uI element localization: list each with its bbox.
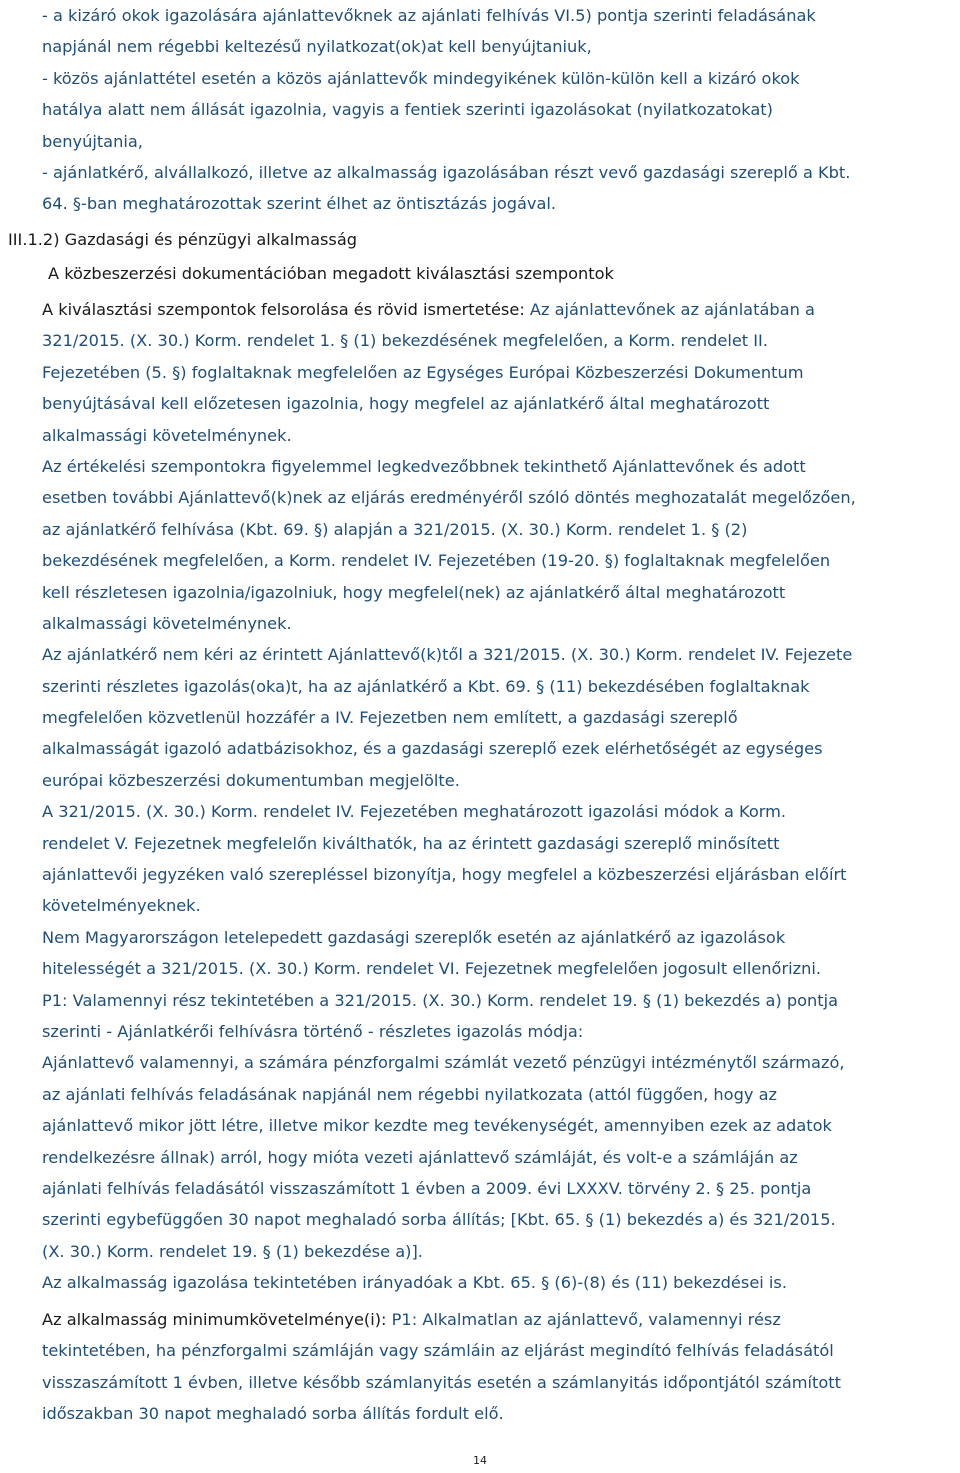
text-line: benyújtásával kell előzetesen igazolnia, hogy megfelel az ajánlatkérő által meghatározott bbox=[42, 394, 770, 414]
text-line: rendelet V. Fejezetnek megfelelőn kiválthatók, ha az érintett gazdasági szereplő minősített bbox=[42, 833, 780, 853]
text-line: benyújtania, bbox=[42, 131, 143, 151]
text-line: (X. 30.) Korm. rendelet 19. § (1) bekezdése a)]. bbox=[42, 1241, 423, 1261]
text-line: - ajánlatkérő, alvállalkozó, illetve az alkalmasság igazolásában részt vevő gazdasági szereplő a Kbt. bbox=[42, 162, 851, 182]
text-line: ajánlattevő mikor jött létre, illetve mikor kezdte meg tevékenységét, amennyiben ezek az adatok bbox=[42, 1116, 832, 1136]
min-intro-line bbox=[42, 1304, 947, 1335]
text-line: európai közbeszerzési dokumentumban megjelölte. bbox=[42, 770, 460, 790]
text-line: Nem Magyarországon letelepedett gazdasági szereplők esetén az ajánlatkérő az igazolások bbox=[42, 927, 786, 947]
criteria-body bbox=[42, 325, 947, 1298]
text-line: 321/2015. (X. 30.) Korm. rendelet 1. § (1) bekezdésének megfelelően, a Korm. rendelet II. bbox=[42, 331, 768, 351]
section-heading: III.1.2) Gazdasági és pénzügyi alkalmasság bbox=[8, 230, 358, 249]
min-requirements-text: P1: Alkalmatlan az ajánlattevő, valamennyi rész bbox=[386, 1310, 781, 1329]
text-line: alkalmasságát igazoló adatbázisokhoz, és a gazdasági szereplő ezek elérhetőségét az egységes bbox=[42, 739, 823, 759]
min-requirements-label: Az alkalmasság minimumkövetelménye(i): bbox=[42, 1310, 387, 1329]
text-line: bekezdésének megfelelően, a Korm. rendelet IV. Fejezetében (19-20. §) foglaltaknak megfelelően bbox=[42, 551, 831, 571]
text-line: időszakban 30 napot meghaladó sorba állítás fordult elő. bbox=[42, 1404, 504, 1424]
criteria-label: A kiválasztási szempontok felsorolása és rövid ismertetése: bbox=[42, 300, 525, 319]
text-line: ajánlattevői jegyzéken való szerepléssel bizonyítja, hogy megfelel a közbeszerzési eljárásban előírt bbox=[42, 865, 847, 885]
text-line: alkalmassági követelménynek. bbox=[42, 425, 292, 445]
text-line: Ajánlattevő valamennyi, a számára pénzforgalmi számlát vezető pénzügyi intézménytől származó, bbox=[42, 1053, 845, 1073]
text-line: követelményeknek. bbox=[42, 896, 201, 916]
text-line: P1: Valamennyi rész tekintetében a 321/2015. (X. 30.) Korm. rendelet 19. § (1) bekezdés a) pontja bbox=[42, 990, 839, 1010]
text-line: A 321/2015. (X. 30.) Korm. rendelet IV. Fejezetében meghatározott igazolási módok a Korm. bbox=[42, 802, 787, 822]
text-line: visszaszámított 1 évben, illetve később számlanyitás esetén a számlanyitás időpontjától számított bbox=[42, 1372, 842, 1392]
text-line: szerinti - Ajánlatkérői felhívásra történő - részletes igazolás módja: bbox=[42, 1021, 584, 1041]
minimum-requirements-text bbox=[42, 1304, 947, 1430]
page-number: 14 bbox=[473, 1454, 487, 1467]
text-line: Az alkalmasság igazolása tekintetében irányadóak a Kbt. 65. § (6)-(8) és (11) bekezdései is. bbox=[42, 1273, 787, 1293]
criteria-text: Az ajánlattevőnek az ajánlatában a bbox=[524, 300, 815, 319]
subheading: A közbeszerzési dokumentációban megadott kiválasztási szempontok bbox=[48, 264, 614, 283]
text-line: megfelelően közvetlenül hozzáfér a IV. Fejezetben nem említett, a gazdasági szereplő bbox=[42, 708, 738, 728]
text-line: - a kizáró okok igazolására ajánlattevőknek az ajánlati felhívás VI.5) pontja szerinti feladásának bbox=[42, 6, 816, 25]
text-line: szerinti részletes igazolás(oka)t, ha az ajánlatkérő a Kbt. 69. § (11) bekezdésében foglaltaknak bbox=[42, 676, 810, 696]
text-line: kell részletesen igazolnia/igazolniuk, hogy megfelel(nek) az ajánlatkérő által meghatározott bbox=[42, 582, 786, 602]
text-line: tekintetében, ha pénzforgalmi számláján vagy számláin az eljárást megindító felhívás feladásától bbox=[42, 1341, 834, 1361]
text-line: ajánlati felhívás feladásától visszaszámított 1 évben a 2009. évi LXXXV. törvény 2. § 25. pontja bbox=[42, 1178, 812, 1198]
text-line: szerinti egybefüggően 30 napot meghaladó sorba állítás; [Kbt. 65. § (1) bekezdés a) és 321/2015. bbox=[42, 1210, 836, 1230]
text-line: az ajánlatkérő felhívása (Kbt. 69. §) alapján a 321/2015. (X. 30.) Korm. rendelet 1. § (2) bbox=[42, 519, 748, 539]
min-requirements-body bbox=[42, 1335, 947, 1429]
text-line: hatálya alatt nem állását igazolnia, vagyis a fentiek szerinti igazolásokat (nyilatkozatokat) bbox=[42, 100, 773, 120]
text-line: esetben további Ajánlattevő(k)nek az eljárás eredményéről szóló döntés meghozatalát megelőzően, bbox=[42, 488, 856, 508]
text-line: 64. §-ban meghatározottak szerint élhet az öntisztázás jogával. bbox=[42, 194, 557, 214]
text-line: rendelkezésre állnak) arról, hogy mióta vezeti ajánlattevő számláját, és volt-e a számláján az bbox=[42, 1147, 798, 1167]
text-line: napjánál nem régebbi keltezésű nyilatkozat(ok)at kell benyújtaniuk, bbox=[42, 37, 592, 57]
text-line: Az értékelési szempontokra figyelemmel legkedvezőbbnek tekinthető Ajánlattevőnek és adott bbox=[42, 456, 806, 476]
intro-line bbox=[42, 294, 947, 325]
exclusion-grounds-text bbox=[42, 0, 947, 220]
text-line: - közös ajánlattétel esetén a közös ajánlattevők mindegyikének külön-külön kell a kizáró okok bbox=[42, 68, 800, 88]
text-line: Fejezetében (5. §) foglaltaknak megfelelően az Egységes Európai Közbeszerzési Dokumentum bbox=[42, 362, 804, 382]
text-line: alkalmassági követelménynek. bbox=[42, 613, 292, 633]
selection-criteria-text bbox=[42, 294, 947, 1299]
text-line: Az ajánlatkérő nem kéri az érintett Ajánlattevő(k)től a 321/2015. (X. 30.) Korm. rendelet IV. Fejezete bbox=[42, 645, 853, 665]
text-line: hitelességét a 321/2015. (X. 30.) Korm. rendelet VI. Fejezetnek megfelelően jogosult ellenőrizni. bbox=[42, 959, 822, 979]
text-line: az ajánlati felhívás feladásának napjánál nem régebbi nyilatkozata (attól függően, hogy az bbox=[42, 1084, 777, 1104]
